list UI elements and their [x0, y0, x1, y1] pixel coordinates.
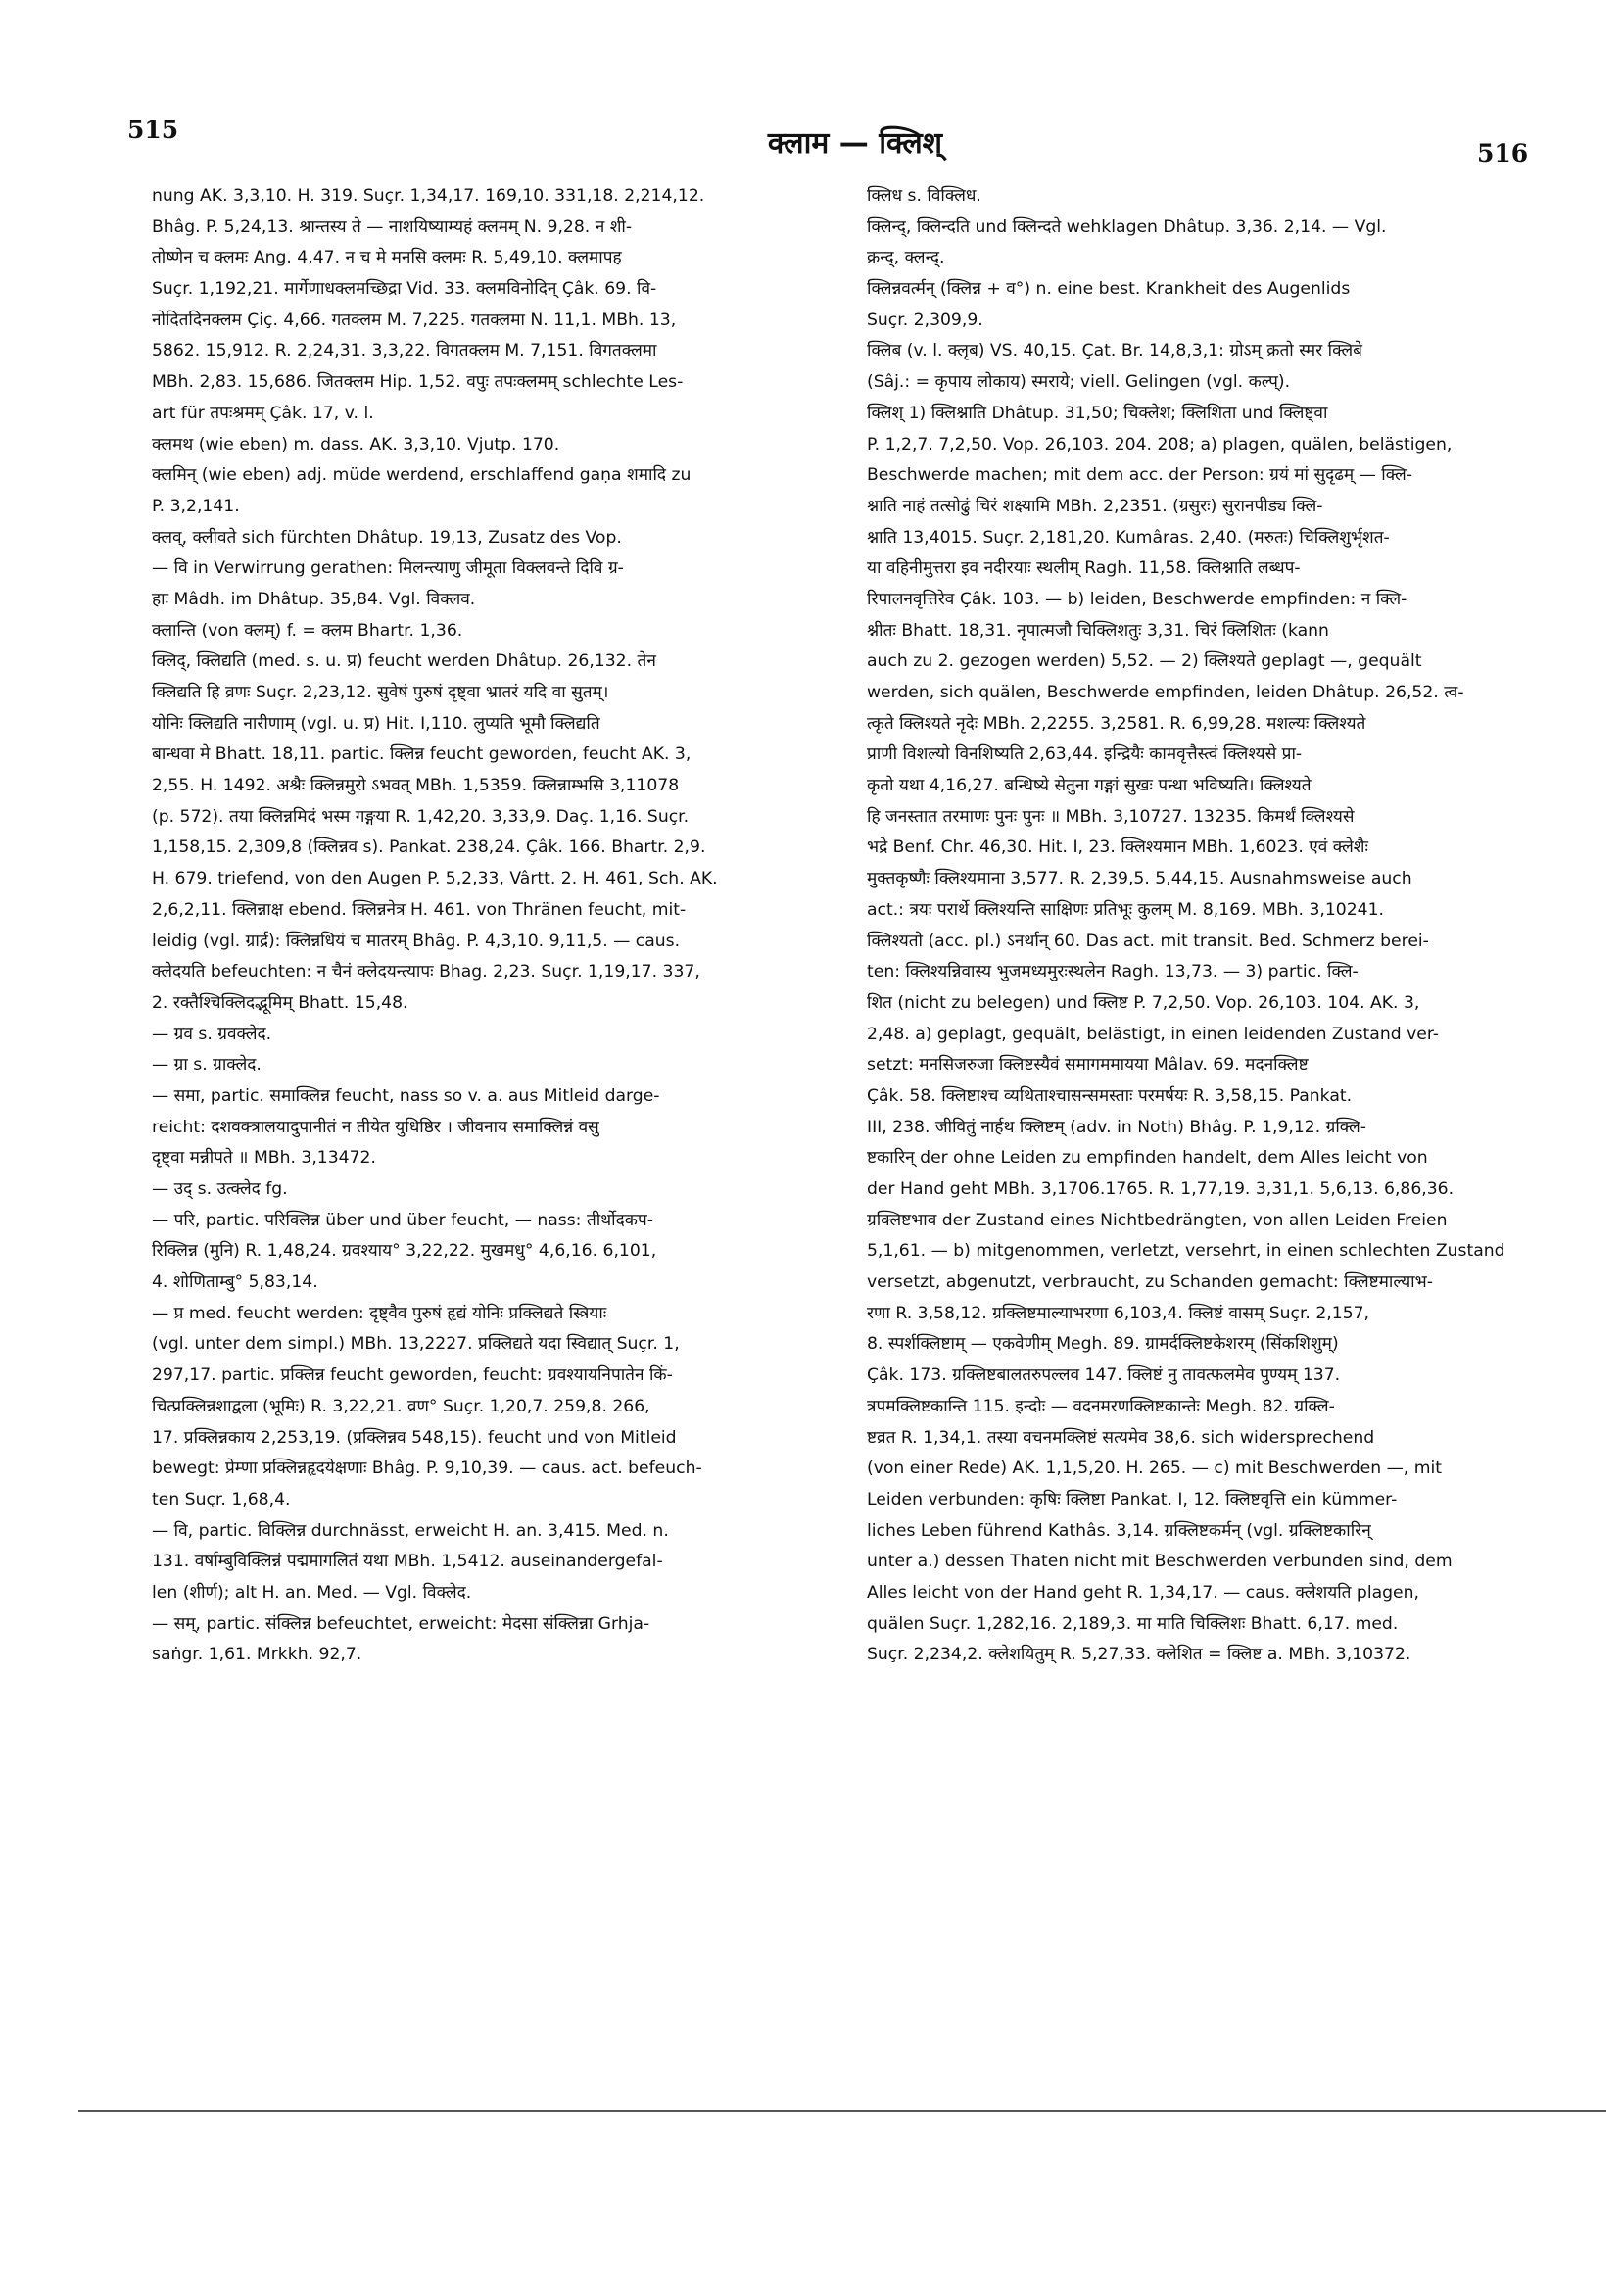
- text-line: Suçr. 1,192,21. मार्गेणाधक्लमच्छिद्रा Vid. 33. क्लमविनोदिन् Çâk. 69. वि-: [152, 279, 657, 300]
- text-line: क्लिश्यतो (acc. pl.) ऽनर्थान् 60. Das act. mit transit. Bed. Schmerz berei-: [867, 931, 1429, 951]
- text-line: ten: क्लिश्यन्निवास्य भुजमध्यमुरःस्थलेन Ragh. 13,73. — 3) partic. क्लि-: [867, 962, 1359, 982]
- text-line: III, 238. जीवितुं नार्हथ क्लिष्टम् (adv. in Noth) Bhâg. P. 1,9,12. ग्रक्लि-: [867, 1117, 1366, 1137]
- text-line: या वहिनीमुत्तरा इव नदीरयाः स्थलीम् Ragh. 11,58. क्लिश्नाति लब्धप-: [867, 558, 1301, 579]
- text-line: versetzt, abgenutzt, verbraucht, zu Schanden gemacht: क्लिष्टमाल्याभ-: [867, 1272, 1433, 1293]
- text-line: — वि, partic. विक्लिन्न durchnässt, erweicht H. an. 3,415. Med. n.: [152, 1520, 669, 1541]
- text-line: — उद् s. उत्क्लेद fg.: [152, 1179, 288, 1199]
- text-line: भद्रे Benf. Chr. 46,30. Hit. I, 23. क्लिश्यमान MBh. 1,6023. एवं क्लेशैः: [867, 837, 1368, 858]
- text-line: ष्टव्रत R. 1,34,1. तस्या वचनमक्लिष्टं सत्यमेव 38,6. sich widersprechend: [867, 1427, 1375, 1448]
- text-line: Suçr. 2,234,2. क्लेशयितुम् R. 5,27,33. क्लेशित = क्लिष्ट a. MBh. 3,10372.: [867, 1645, 1411, 1665]
- text-line: werden, sich quälen, Beschwerde empfinden, leiden Dhâtup. 26,52. त्व-: [867, 683, 1464, 702]
- text-line: setzt: मनसिजरुजा क्लिष्टस्यैवं समागममायया Mâlav. 69. मदनक्लिष्ट: [867, 1055, 1309, 1076]
- text-line: रिपालनवृत्तिरेव Çâk. 103. — b) leiden, Beschwerde empfinden: न क्लि-: [867, 589, 1407, 609]
- text-line: 2. रक्तैश्चिक्लिदद्भूमिम् Bhatt. 15,48.: [152, 992, 408, 1013]
- text-line: Leiden verbunden: कृषिः क्लिष्टा Pankat. I, 12. क्लिष्टवृत्ति ein kümmer-: [867, 1489, 1398, 1509]
- text-line: हि जनस्तात तरमाणः पुनः पुनः ॥ MBh. 3,10727. 13235. किमर्थं क्लिश्यसे: [867, 806, 1355, 827]
- text-line: leidig (vgl. ग्रार्द्र): क्लिन्नधियं च मातरम् Bhâg. P. 4,3,10. 9,11,5. — caus.: [152, 931, 681, 951]
- text-line: — परि, partic. परिक्लिन्न über und über feucht, — nass: तीर्थोदकप-: [152, 1210, 653, 1230]
- text-line: ten Suçr. 1,68,4.: [152, 1489, 291, 1509]
- text-line: ष्टकारिन् der ohne Leiden zu empfinden handelt, dem Alles leicht von: [867, 1148, 1428, 1169]
- text-line: len (शीर्ण); alt H. an. Med. — Vgl. विक्लेद.: [152, 1582, 472, 1602]
- text-line: reicht: दशवक्त्रालयादुपानीतं न तीयेत युधिष्ठिर । जीवनाय समाक्लिन्नं वसु: [152, 1117, 599, 1137]
- text-line: P. 1,2,7. 7,2,50. Vop. 26,103. 204. 208; a) plagen, quälen, belästigen,: [867, 434, 1453, 454]
- text-line: — ग्रा s. ग्राक्लेद.: [152, 1055, 262, 1076]
- text-line: तोष्णेन च क्लमः Ang. 4,47. न च मे मनसि क्लमः R. 5,49,10. क्लमापह: [152, 248, 622, 268]
- text-line: 4. शोणिताम्बु° 5,83,14.: [152, 1272, 318, 1293]
- text-line: क्रन्द्, क्लन्द्.: [867, 248, 945, 268]
- running-header: क्लाम — क्लिश्: [767, 126, 943, 161]
- text-line: bewegt: प्रेम्णा प्रक्लिन्नहृदयेक्षणाः Bhâg. P. 9,10,39. — caus. act. befeuch-: [152, 1459, 702, 1479]
- text-line: auch zu 2. gezogen werden) 5,52. — 2) क्लिश्यते geplagt —, gequält: [867, 651, 1422, 672]
- text-line: — सम्, partic. संक्लिन्न befeuchtet, erweicht: मेदसा संक्लिन्ना Grhja-: [152, 1613, 650, 1634]
- right-column: [867, 181, 1552, 1671]
- text-line: योनिः क्लिद्यति नारीणाम् (vgl. u. प्र) Hit. I,110. लुप्यति भूमौ क्लिद्यति: [152, 713, 600, 734]
- text-line: 5862. 15,912. R. 2,24,31. 3,3,22. विगतक्लम M. 7,151. विगतक्लमा: [152, 341, 657, 361]
- text-line: 17. प्रक्लिन्नकाय 2,253,19. (प्रक्लिन्नव 548,15). feucht und von Mitleid: [152, 1427, 677, 1448]
- text-line: Çâk. 173. ग्रक्लिष्टबालतरुपल्लव 147. क्लिष्टं नु तावत्फलमेव पुण्यम् 137.: [867, 1365, 1341, 1386]
- text-line: unter a.) dessen Thaten nicht mit Beschwerden verbunden sind, dem: [867, 1552, 1453, 1572]
- text-line: क्लिन्नवर्त्मन् (क्लिन्न + व°) n. eine best. Krankheit des Augenlids: [867, 279, 1351, 300]
- text-line: श्नाति नाहं तत्सोढुं चिरं शक्ष्यामि MBh. 2,2351. (ग्रसुरः) सुरानपीड्य क्लि-: [867, 496, 1323, 516]
- text-line: act.: त्रयः परार्थे क्लिश्यन्ति साक्षिणः प्रतिभूः कुलम् M. 8,169. MBh. 3,10241.: [867, 899, 1384, 920]
- text-line: (vgl. unter dem simpl.) MBh. 13,2227. प्रक्लिद्यते यदा स्विद्यात् Suçr. 1,: [152, 1334, 680, 1355]
- text-line: नोदितदिनक्लम Çiç. 4,66. गतक्लम M. 7,225. गतक्लमा N. 11,1. MBh. 13,: [152, 310, 677, 330]
- text-line: 8. स्पर्शक्लिष्टाम् — एकवेणीम् Megh. 89. ग्रामर्दक्लिष्टकेशरम् (सिंकशिशुम्): [867, 1334, 1339, 1355]
- text-line: श्नाति 13,4015. Suçr. 2,181,20. Kumâras. 2,40. (मरुतः) चिक्लिशुर्भृशत-: [867, 527, 1390, 548]
- text-line: Suçr. 2,309,9.: [867, 310, 983, 330]
- text-line: कृतो यथा 4,16,27. बन्धिष्ये सेतुना गङ्गां सुखः पन्था भविष्यति। क्लिश्यते: [867, 776, 1312, 796]
- text-line: क्लेदयति befeuchten: न चैनं क्लेदयन्त्यापः Bhag. 2,23. Suçr. 1,19,17. 337,: [152, 962, 700, 982]
- text-line: 1,158,15. 2,309,8 (क्लिन्नव s). Pankat. 238,24. Çâk. 166. Bhartr. 2,9.: [152, 837, 706, 858]
- text-line: क्लिद्यति हि व्रणः Suçr. 2,23,12. सुवेषं पुरुषं दृष्ट्वा भ्रातरं यदि वा सुतम्।: [152, 683, 609, 702]
- text-line: क्लिद्, क्लिद्यति (med. s. u. प्र) feucht werden Dhâtup. 26,132. तेन: [152, 651, 656, 672]
- text-line: quälen Suçr. 1,282,16. 2,189,3. मा माति चिक्लिशः Bhatt. 6,17. med.: [867, 1613, 1399, 1634]
- text-line: क्लिश् 1) क्लिश्नाति Dhâtup. 31,50; चिक्लेश; क्लिशिता und क्लिष्ट्वा: [867, 403, 1328, 423]
- text-line: MBh. 2,83. 15,686. जितक्लम Hip. 1,52. वपुः तपःक्लमम् schlechte Les-: [152, 372, 684, 393]
- text-line: P. 3,2,141.: [152, 496, 240, 516]
- text-line: रणा R. 3,58,12. ग्रक्लिष्टमाल्याभरणा 6,103,4. क्लिष्टं वासम् Suçr. 2,157,: [867, 1303, 1370, 1323]
- text-line: श्नीतः Bhatt. 18,31. नृपात्मजौ चिक्लिशतुः 3,31. चिरं क्लिशितः (kann: [867, 620, 1329, 641]
- text-line: Bhâg. P. 5,24,13. श्रान्तस्य ते — नाशयिष्याम्यहं क्लमम् N. 9,28. न शी-: [152, 216, 633, 237]
- text-line: रिक्लिन्न (मुनि) R. 1,48,24. ग्रवश्याय° 3,22,22. मुखमधु° 4,6,16. 6,101,: [152, 1241, 657, 1262]
- text-line: क्लान्ति (von क्लम्) f. = क्लम Bhartr. 1,36.: [152, 620, 463, 641]
- text-line: प्राणी विशल्यो विनशिष्यति 2,63,44. इन्द्रियैः कामवृत्तैस्त्वं क्लिश्यसे प्रा-: [867, 744, 1303, 765]
- text-line: — प्र med. feucht werden: दृष्ट्वैव पुरुषं हृद्यं योनिः प्रक्लिद्यते स्त्रियाः: [152, 1303, 607, 1323]
- text-line: Çâk. 58. क्लिष्टाश्च व्यथिताश्चासन्समस्ताः परमर्षयः R. 3,58,15. Pankat.: [867, 1085, 1353, 1106]
- text-line: दृष्ट्वा मन्नीपते ॥ MBh. 3,13472.: [152, 1148, 376, 1169]
- text-line: H. 679. triefend, von den Augen P. 5,2,33, Vârtt. 2. H. 461, Sch. AK.: [152, 869, 718, 889]
- text-line: (p. 572). तया क्लिन्नमिदं भस्म गङ्गया R. 1,42,20. 3,33,9. Daç. 1,16. Suçr.: [152, 806, 690, 827]
- text-line: saṅgr. 1,61. Mrkkh. 92,7.: [152, 1645, 362, 1665]
- page-number-right: 516: [1477, 139, 1529, 167]
- text-line: क्लिन्द्, क्लिन्दति und क्लिन्दते wehklagen Dhâtup. 3,36. 2,14. — Vgl.: [867, 216, 1387, 237]
- text-line: हाः Mâdh. im Dhâtup. 35,84. Vgl. विक्लव.: [152, 589, 476, 609]
- text-line: 2,48. a) geplagt, gequält, belästigt, in einen leidenden Zustand ver-: [867, 1024, 1439, 1044]
- text-line: 2,6,2,11. क्लिन्नाक्ष ebend. क्लिन्ननेत्र H. 461. von Thränen feucht, mit-: [152, 899, 687, 920]
- text-line: बान्धवा मे Bhatt. 18,11. partic. क्लिन्न feucht geworden, feucht AK. 3,: [152, 744, 692, 765]
- text-line: क्लिब (v. l. क्लृब) VS. 40,15. Çat. Br. 14,8,3,1: ग्रोऽम् क्रतो स्मर क्लिबे: [867, 341, 1362, 361]
- text-line: 297,17. partic. प्रक्लिन्न feucht geworden, feucht: ग्रवश्यायनिपातेन किं-: [152, 1365, 673, 1386]
- page-number-left: 515: [127, 116, 179, 144]
- text-line: मुक्तकृष्णैः क्लिश्यमाना 3,577. R. 2,39,5. 5,44,15. Ausnahmsweise auch: [867, 869, 1412, 889]
- text-line: चित्प्रक्लिन्नशाद्वला (भूमिः) R. 3,22,21. व्रण° Suçr. 1,20,7. 259,8. 266,: [152, 1396, 650, 1416]
- left-column: [152, 181, 837, 1671]
- text-line: Beschwerde machen; mit dem acc. der Person: ग्रयं मां सुदृढम् — क्लि-: [867, 465, 1412, 486]
- text-line: क्लमथ (wie eben) m. dass. AK. 3,3,10. Vjutp. 170.: [152, 434, 560, 454]
- text-line: क्लिध s. विक्लिध.: [867, 186, 981, 206]
- text-line: शित (nicht zu belegen) und क्लिष्ट P. 7,2,50. Vop. 26,103. 104. AK. 3,: [867, 992, 1420, 1013]
- text-line: 131. वर्षाम्बुविक्लिन्नं पद्ममागलितं यथा MBh. 1,5412. auseinandergefal-: [152, 1552, 663, 1572]
- text-line: der Hand geht MBh. 3,1706.1765. R. 1,77,19. 3,31,1. 5,6,13. 6,86,36.: [867, 1179, 1455, 1199]
- text-line: Alles leicht von der Hand geht R. 1,34,17. — caus. क्लेशयति plagen,: [867, 1582, 1419, 1602]
- footer-rule: [78, 2110, 1606, 2112]
- text-line: (Sâj.: = कृपाय लोकाय) स्मराये; viell. Gelingen (vgl. कल्प्).: [867, 372, 1291, 393]
- text-line: त्कृते क्लिश्यते नृदेः MBh. 2,2255. 3,2581. R. 6,99,28. मशल्यः क्लिश्यते: [867, 713, 1366, 734]
- text-line: — ग्रव s. ग्रवक्लेद.: [152, 1024, 272, 1044]
- text-line: ग्रक्लिष्टभाव der Zustand eines Nichtbedrängten, von allen Leiden Freien: [867, 1210, 1448, 1230]
- text-line: nung AK. 3,3,10. H. 319. Suçr. 1,34,17. 169,10. 331,18. 2,214,12.: [152, 186, 705, 206]
- text-line: — वि in Verwirrung gerathen: मिलन्त्याणु जीमूता विक्लवन्ते दिवि ग्र-: [152, 558, 624, 579]
- text-line: art für तपःश्रमम् Çâk. 17, v. l.: [152, 403, 374, 423]
- text-line: त्रपमक्लिष्टकान्ति 115. इन्दोः — वदनमरणक्लिष्टकान्तेः Megh. 82. ग्रक्लि-: [867, 1396, 1335, 1416]
- text-line: 2,55. H. 1492. अश्रैः क्लिन्नमुरो ऽभवत् MBh. 1,5359. क्लिन्नाम्भसि 3,11078: [152, 776, 680, 796]
- text-line: 5,1,61. — b) mitgenommen, verletzt, versehrt, in einen schlechten Zustand: [867, 1241, 1505, 1262]
- text-line: — समा, partic. समाक्लिन्न feucht, nass so v. a. aus Mitleid darge-: [152, 1085, 660, 1106]
- text-line: क्लमिन् (wie eben) adj. müde werdend, erschlaffend gaṇa शमादि zu: [152, 465, 692, 486]
- text-line: क्लव्, क्लीवते sich fürchten Dhâtup. 19,13, Zusatz des Vop.: [152, 527, 622, 548]
- text-line: (von einer Rede) AK. 1,1,5,20. H. 265. — c) mit Beschwerden —, mit: [867, 1459, 1442, 1479]
- text-line: liches Leben führend Kathâs. 3,14. ग्रक्लिष्टकर्मन् (vgl. ग्रक्लिष्टकारिन्: [867, 1520, 1371, 1541]
